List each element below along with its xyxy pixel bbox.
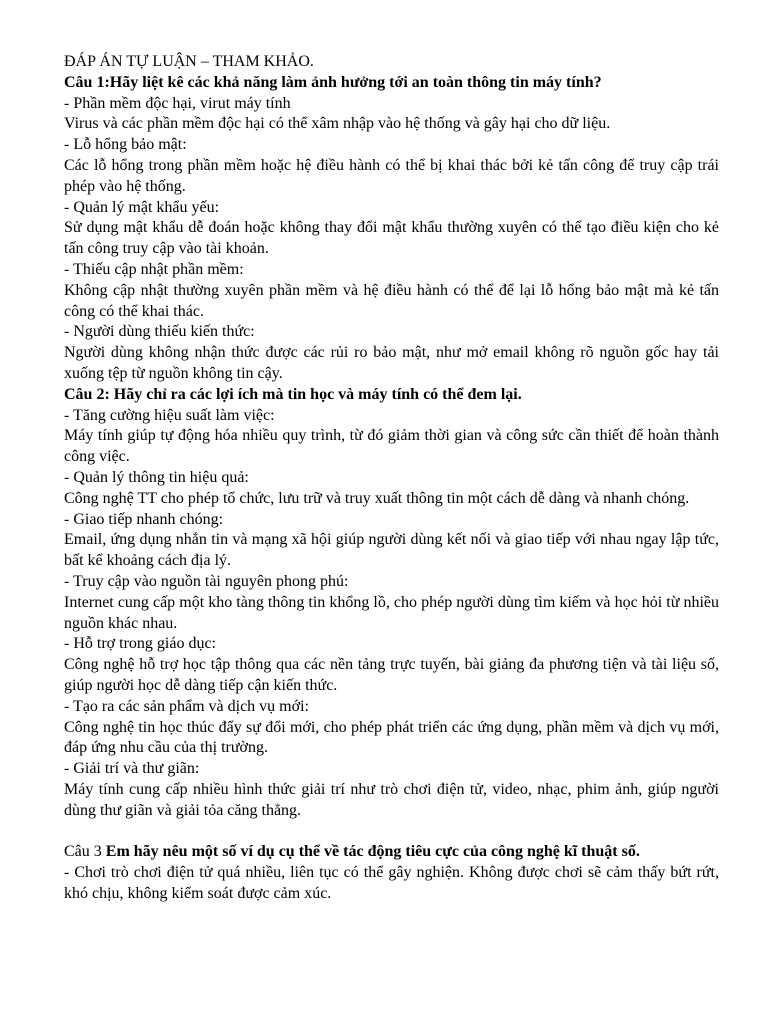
q1-item-3-label: - Quản lý mật khẩu yếu: <box>64 198 220 216</box>
q1-item-1-text: Virus và các phần mềm độc hại có thể xâm nhập vào hệ thống và gây hại cho dữ liệu. <box>64 115 611 133</box>
q2-item-3-text: Email, ứng dụng nhắn tin và mạng xã hội giúp người dùng kết nối và giao tiếp với nhau ngay lập tức, bất kể khoảng cách địa lý. <box>64 531 719 570</box>
document-title: ĐÁP ÁN TỰ LUẬN – THAM KHẢO. <box>64 53 314 70</box>
q1-item-4-label: - Thiếu cập nhật phần mềm: <box>64 260 244 278</box>
q1-item-1-label: - Phần mềm độc hại, virut máy tính <box>64 94 291 112</box>
q2-item-1-label: - Tăng cường hiệu suất làm việc: <box>64 406 275 424</box>
q2-item-7-text: Máy tính cung cấp nhiều hình thức giải trí như trò chơi điện tử, video, nhạc, phim ảnh, giúp người dùng thư giãn và giải tỏa căng thẳng. <box>64 780 719 819</box>
q2-item-7-label: - Giải trí và thư giãn: <box>64 760 200 778</box>
question-3-prefix: Câu 3 <box>64 843 106 861</box>
q1-item-2-label: - Lỗ hổng bảo mật: <box>64 136 187 154</box>
question-3-heading <box>64 842 719 863</box>
q2-item-2-text: Công nghệ TT cho phép tổ chức, lưu trữ và truy xuất thông tin một cách dễ dàng và nhanh chóng. <box>64 489 690 507</box>
q1-item-2-text: Các lỗ hổng trong phần mềm hoặc hệ điều hành có thể bị khai thác bởi kẻ tấn công để truy cập trái phép vào hệ thống. <box>64 156 719 195</box>
question-3-title: Em hãy nêu một số ví dụ cụ thể về tác động tiêu cực của công nghệ kĩ thuật số. <box>105 843 640 861</box>
q2-item-4-label: - Truy cập vào nguồn tài nguyên phong phú: <box>64 572 349 590</box>
question-1-heading: Câu 1:Hãy liệt kê các khả năng làm ảnh hưởng tới an toàn thông tin máy tính? <box>64 73 602 91</box>
q2-item-6-text: Công nghệ tin học thúc đẩy sự đổi mới, cho phép phát triển các ứng dụng, phần mềm và dịch vụ mới, đáp ứng nhu cầu của thị trường. <box>64 718 719 757</box>
q3-item-1-text: - Chơi trò chơi điện tử quá nhiều, liên tục có thể gây nghiện. Không được chơi sẽ cảm thấy bứt rứt, khó chịu, không kiểm soát được cảm xúc. <box>64 864 719 902</box>
q2-item-3-label: - Giao tiếp nhanh chóng: <box>64 510 224 528</box>
q1-item-3-text: Sử dụng mật khẩu dễ đoán hoặc không thay đổi mật khẩu thường xuyên có thể tạo điều kiện cho kẻ tấn công truy cập vào tài khoản. <box>64 219 719 258</box>
q1-item-5-label: - Người dùng thiếu kiến thức: <box>64 323 255 341</box>
document-page <box>64 52 719 905</box>
q2-item-5-label: - Hỗ trợ trong giáo dục: <box>64 635 216 653</box>
q2-item-2-label: - Quản lý thông tin hiệu quả: <box>64 468 249 486</box>
blank-line <box>64 821 719 842</box>
q2-item-4-text: Internet cung cấp một kho tàng thông tin khổng lồ, cho phép người dùng tìm kiếm và học hỏi từ nhiều nguồn khác nhau. <box>64 593 719 632</box>
q2-item-5-text: Công nghệ hỗ trợ học tập thông qua các nền tảng trực tuyến, bài giảng đa phương tiện và tài liệu số, giúp người học dễ dàng tiếp cận kiến thức. <box>64 656 719 694</box>
question-2-heading: Câu 2: Hãy chỉ ra các lợi ích mà tin học và máy tính có thể đem lại. <box>64 385 522 403</box>
q2-item-6-label: - Tạo ra các sản phẩm và dịch vụ mới: <box>64 697 309 715</box>
q1-item-5-text: Người dùng không nhận thức được các rủi ro bảo mật, như mở email không rõ nguồn gốc hay tải xuống tệp từ nguồn không tin cậy. <box>64 344 719 382</box>
q1-item-4-text: Không cập nhật thường xuyên phần mềm và hệ điều hành có thể để lại lỗ hổng bảo mật mà kẻ tấn công có thể khai thác. <box>64 281 719 320</box>
q2-item-1-text: Máy tính giúp tự động hóa nhiều quy trình, từ đó giảm thời gian và công sức cần thiết để hoàn thành công việc. <box>64 427 719 466</box>
